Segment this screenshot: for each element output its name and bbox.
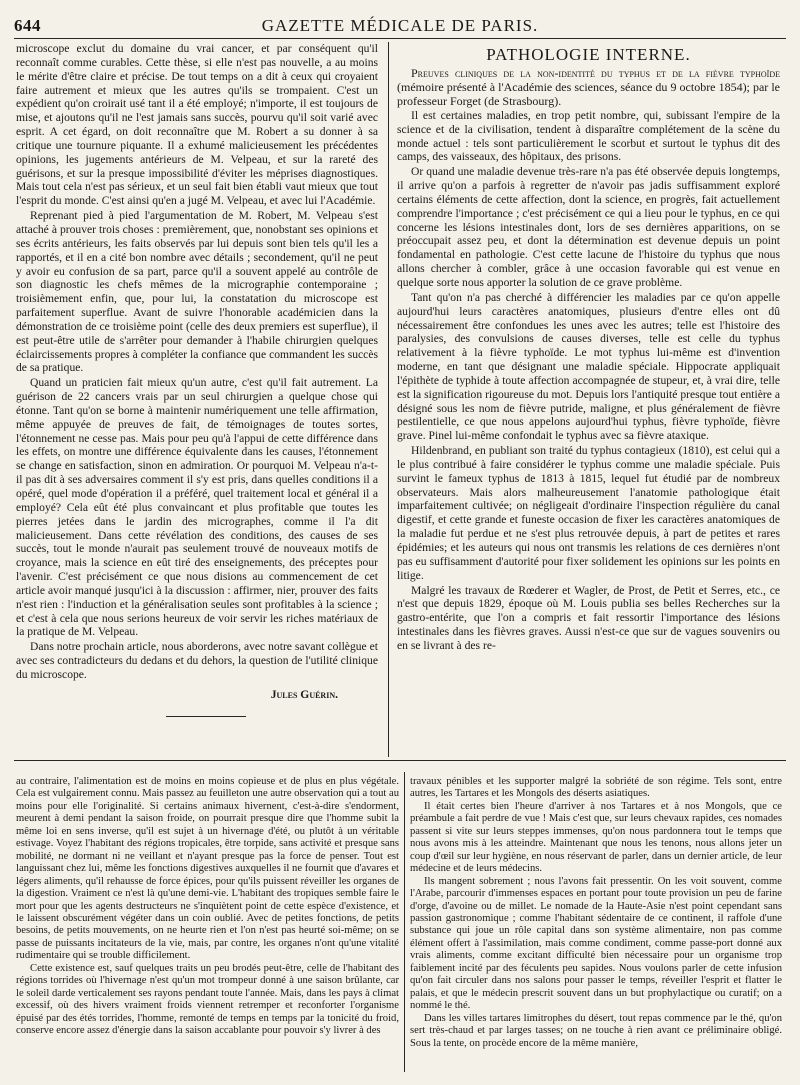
- feuilleton-paragraph: au contraire, l'alimentation est de moins en moins copieuse et de plus en plus végétale. Cela est vulgairement connu. Mais passez au feuilleton une autre observation qui a tout au moins pour elle l'originalité. Si certains animaux hivernent, c'est-à-dire s'endorment, meurent à demi pendant la saison froide, on pourrait presque dire que l'homme subit la même loi en sens inverse, qu'il est sujet à un hivernage d'été, ou plutôt à un véritable estivage. Voyez l'habitant des régions tropicales, être torpide, sans activité et presque sans mobilité, ne dormant ni ne veillant et n'ayant presque pas la force de penser. Tout est languissant chez lui, même les fonctions digestives auxquelles il ne fournit que d'avares et légers aliments, qu'il rehausse de force épices, pour qu'ils puissent réveiller les organes de la digestion. Vraiment ce n'est là qu'une demi-vie. L'habitant des tropiques semble faire le mort pour que les agents destructeurs ne s'inquiètent point de cette espèce d'existence, et le laissent obscurément végéter dans un coin oublié. Avec de petites fonctions, de petits besoins, de petits mouvements, on ne heurte rien et l'on n'est pas heurté soi-même; on se passe de puissants incitateurs de la vie, mais, par contre, les organes n'ont qu'une vitalité rudimentaire qui se trouble difficilement.: [16, 776, 399, 962]
- left-paragraph: Quand un praticien fait mieux qu'un autre, c'est qu'il fait autrement. La guérison de 22 cancers vrais par un seul chirurgien a quelque chose qui étonne. Tant qu'on se borne à maintenir numériquement une telle affirmation, même appuyée de preuves de fait, de témoignages de toutes sortes, l'étonnement ne cesse pas. Mais pour peu qu'à l'appui de cette différence dans les effets, on montre une différence équivalente dans les causes, l'étonnement se change en satisfaction, sinon en admiration. Or pourquoi M. Velpeau n'a-t-il pas dit à ses adversaires comment il s'y est pris, dans quelles conditions il a opéré, quel mode d'opération il a préféré, quel traitement local et général il a employé? Cela eût été plus convaincant et plus profitable que toutes les pierres jetées dans le jardin des micrographes, comme il l'a dit malicieusement. Dans cette révélation des conditions, des causes de ses succès, tout le monde n'aurait pas seulement trouvé de nouveaux motifs de croyance, mais la science en eût tiré des enseignements, des préceptes pour l'avenir. C'est précisément ce que nous disions au commencement de cet article avoir manqué jusqu'ici à la discussion : affirmer, nier, prouver des faits n'est rien : l'induction et la généralisation seules sont profitables à la science ; et c'est à cela que nous serions heureux de voir servir les riches matériaux de la pratique de M. Velpeau.: [16, 376, 378, 639]
- feuilleton-left: [16, 776, 399, 1038]
- right-paragraph: Or quand une maladie devenue très-rare n'a pas été observée depuis longtemps, il arrive qu'on a parfois à regretter de n'avoir pas jadis suffisamment exploré certains éléments de cette affection, dont la science, en progrès, fait actuellement comprendre l'importance ; c'est précisément ce qui a lieu pour le typhus, en ce qui concerne les lésions intestinales dont, lors de ses dernières apparitions, on se préoccupait assez peu, et dont la détermination est devenue depuis un point fondamental en pathologie. C'est cette lacune de l'histoire du typhus que nous allons chercher à combler, grâce à une occasion favorable qui est venue en quelque sorte nous apporter la solution de ce grave problème.: [397, 165, 780, 289]
- left-paragraph: Reprenant pied à pied l'argumentation de M. Robert, M. Velpeau s'est attaché à prouver trois choses : premièrement, que, nonobstant ses opinions et ses écrits antérieurs, les faits observés par lui depuis sont bien tels qu'il les a rapportés, et il en a cité bon nombre avec détails ; secondement, qu'il ne peut y avoir eu confusion de sa part, parce qu'il a souvent appelé au contrôle de son diagnostic les chefs mêmes de la micrographie contemporaine ; troisièmement enfin, que, pour lui, la constatation du microscope est parfaitement superflue. Avant de suivre l'honorable académicien dans la démonstration de ce troisième point (celle des deux premiers est superflue), il est peut-être utile de s'arrêter pour demander à l'habile chirurgien quelques éclaircissements propres à compléter la confiance que commandent les succès de sa pratique.: [16, 209, 378, 375]
- page-header: [0, 0, 800, 40]
- section-heading: PATHOLOGIE INTERNE.: [486, 45, 691, 64]
- left-column: [16, 42, 378, 717]
- header-rule: [14, 38, 786, 39]
- end-rule: [166, 716, 246, 717]
- article-subtitle: [397, 66, 780, 108]
- feuilleton-paragraph: travaux pénibles et les supporter malgré la sobriété de son régime. Tels sont, entre autres, les Tartares et les Mongols des déserts asiatiques.: [410, 776, 782, 800]
- feuilleton-paragraph: Dans les villes tartares limitrophes du désert, tout repas commence par le thé, qu'on sert très-chaud et par larges tasses; on ne touche à rien avant ce préliminaire obligé. Sous la tente, on procède encore de la même manière,: [410, 1012, 782, 1049]
- feuilleton-divider: [404, 772, 405, 1072]
- right-paragraph: Hildenbrand, en publiant son traité du typhus contagieux (1810), est celui qui a le plus contribué à faire considérer le typhus comme une maladie spéciale. Puis survint le fameux typhus de 1813 à 1815, lequel fut étudié par de nombreux observateurs. Mais alors malheureusement l'anatomie pathologique était imparfaitement cultivée; on négligeait d'ordinaire l'inspection régulière du canal digestif, et cette grande et funeste occasion de fixer les caractères anatomiques de la maladie fut perdue et ne s'est plus retrouvée depuis, à part de petites et rares épidémies; et les auteurs qui nous ont transmis les relations de ces dernières n'ont pas eu suffisamment d'autorité pour fixer solidement les opinions sur les points en litige.: [397, 444, 780, 582]
- column-divider: [388, 42, 389, 757]
- article-title-rest: (mémoire présenté à l'Académie des sciences, séance du 9 octobre 1854); par le professeur Forget (de Strasbourg).: [397, 79, 780, 108]
- page-number: 644: [14, 16, 41, 35]
- feuilleton-paragraph: Ils mangent sobrement ; nous l'avons fait pressentir. On les voit souvent, comme l'Arabe, parcourir d'immenses espaces en portant pour toute provision un peu de farine d'orge, d'avoine ou de millet. Le nomade de la Haute-Asie n'est point cependant sans passion gastronomique ; comme l'habitant sédentaire de ce continent, il raffole d'une substance qui joue un rôle capital dans son système alimentaire, non pas comme élément offert à l'assimilation, mais comme condiment, comme passe-port donné aux vrais aliments, comme excitant difficulté bien nécessaire pour un organisme trop faiblement incité par des féculents peu sapides. Nous voulons parler de cette infusion qu'on fait circuler dans nos salons pour passer le temps, réveiller l'esprit et flatter le palais, et que le médecin prescrit souvent dans un but prophylactique ou curatif; on a nommé le thé.: [410, 875, 782, 1012]
- right-paragraph: Il est certaines maladies, en trop petit nombre, qui, subissant l'empire de la science et de la civilisation, tendent à disparaître complétement de la scène du monde actuel : tels sont particulièrement le scorbut et surtout le typhus dit des camps, des vaisseaux, des hôpitaux, des prisons.: [397, 108, 780, 164]
- feuilleton-paragraph: Il était certes bien l'heure d'arriver à nos Tartares et à nos Mongols, que ce préambule a fait perdre de vue ! Mais c'est que, sur leurs chevaux rapides, ces nomades passent si vite sur leurs steppes immenses, qu'on nous pardonnera tout le temps que nous avons mis à les atteindre. Maintenant que nous les tenons, nous allons jeter un coup d'œil sur leur hygiène, en nous réservant de parler, dans un dernier article, de leur médecine et de leurs médecins.: [410, 800, 782, 875]
- journal-title: GAZETTE MÉDICALE DE PARIS.: [261, 16, 539, 35]
- author-signature: Jules Guérin.: [270, 687, 338, 701]
- article-title-caps: Preuves cliniques de la non-identité du typhus et de la fièvre typhoïde: [411, 65, 780, 80]
- left-paragraph: Dans notre prochain article, nous aborderons, avec notre savant collègue et avec ses contradicteurs du dedans et du dehors, la question de l'utilité clinique du microscope.: [16, 640, 378, 681]
- feuilleton-paragraph: Cette existence est, sauf quelques traits un peu brodés peut-être, celle de l'habitant des régions torrides où l'hivernage n'est qu'un mot trompeur donné à une saison brûlante, car le soleil darde verticalement ses rayons pendant toute l'année. Mais, dans les pays à climat excessif, où des hivers vraiment froids viennent retremper et reconforter l'organisme épuisé par des étés torrides, l'homme, remonté de temps en temps par la tonicité du froid, conserve encore assez d'énergie dans la saison accablante pour pouvoir s'y livrer à des: [16, 962, 399, 1037]
- right-paragraph: Tant qu'on n'a pas cherché à différencier les maladies par ce qu'on appelle aujourd'hui leurs caractères anatomiques, plusieurs d'entre elles ont dû nécessairement être confondues les unes avec les autres; telle est l'histoire des paralysies, des convulsions de causes diverses, telle est celle du typhus relativement à la fièvre typhoïde. Le mot typhus lui-même est d'invention moderne, en tant que désignant une maladie spéciale. Hippocrate appliquait l'épithète de typhide à toute affection accompagnée de stupeur, et, à vrai dire, telle est la signification rigoureuse du mot. Depuis lors l'antiquité presque tout entière a désigné sous les nom de fièvre putride, maligne, et plus généralement de fièvre pestilentielle, ce que nous appelons aujourd'hui typhus, fièvre typhoïde, fièvre grave. Pinel lui-même confondait le typhus avec sa fièvre ataxique.: [397, 290, 780, 443]
- feuilleton-right: [410, 776, 782, 1050]
- feuilleton-rule: [14, 760, 786, 761]
- right-paragraph: Malgré les travaux de Rœderer et Wagler, de Prost, de Petit et Serres, etc., ce n'est que depuis 1829, époque où M. Louis publia ses belles Recherches sur la gastro-entérite, que l'on a compris et fait ressortir l'importance des lésions intestinales dans les fièvres graves. Aussi n'est-ce que sur de vagues souvenirs ou en se livrant à des re-: [397, 583, 780, 652]
- left-paragraph: microscope exclut du domaine du vrai cancer, et par conséquent qu'il reconnaît comme curables. Cette thèse, si elle n'est pas nouvelle, a au moins le mérite d'être claire et précise. De tout temps on a dit à ceux qui croyaient faire autrement et mieux que les autres qu'ils se trompaient. C'est un expédient qu'on croirait usé tant il a été employé; n'importe, il est toujours de mise, et ajoutons qu'il ne l'est jamais sans succès, pourvu qu'il soit varié avec esprit. A cet égard, on doit reconnaître que M. Robert a su donner à sa critique une tournure piquante. Il a exhumé malicieusement les précédentes opinions, les jugements antérieurs de M. Velpeau, et sur la rareté des guérisons, et sur la presque impossibilité d'éviter les méprises diagnostiques. Mais tout cela n'est pas sérieux, et un seul fait bien établi vaut mieux que tout l'esprit du monde. C'est ainsi qu'en a jugé M. Velpeau, et avec lui l'Académie.: [16, 42, 378, 208]
- right-column: [397, 42, 780, 654]
